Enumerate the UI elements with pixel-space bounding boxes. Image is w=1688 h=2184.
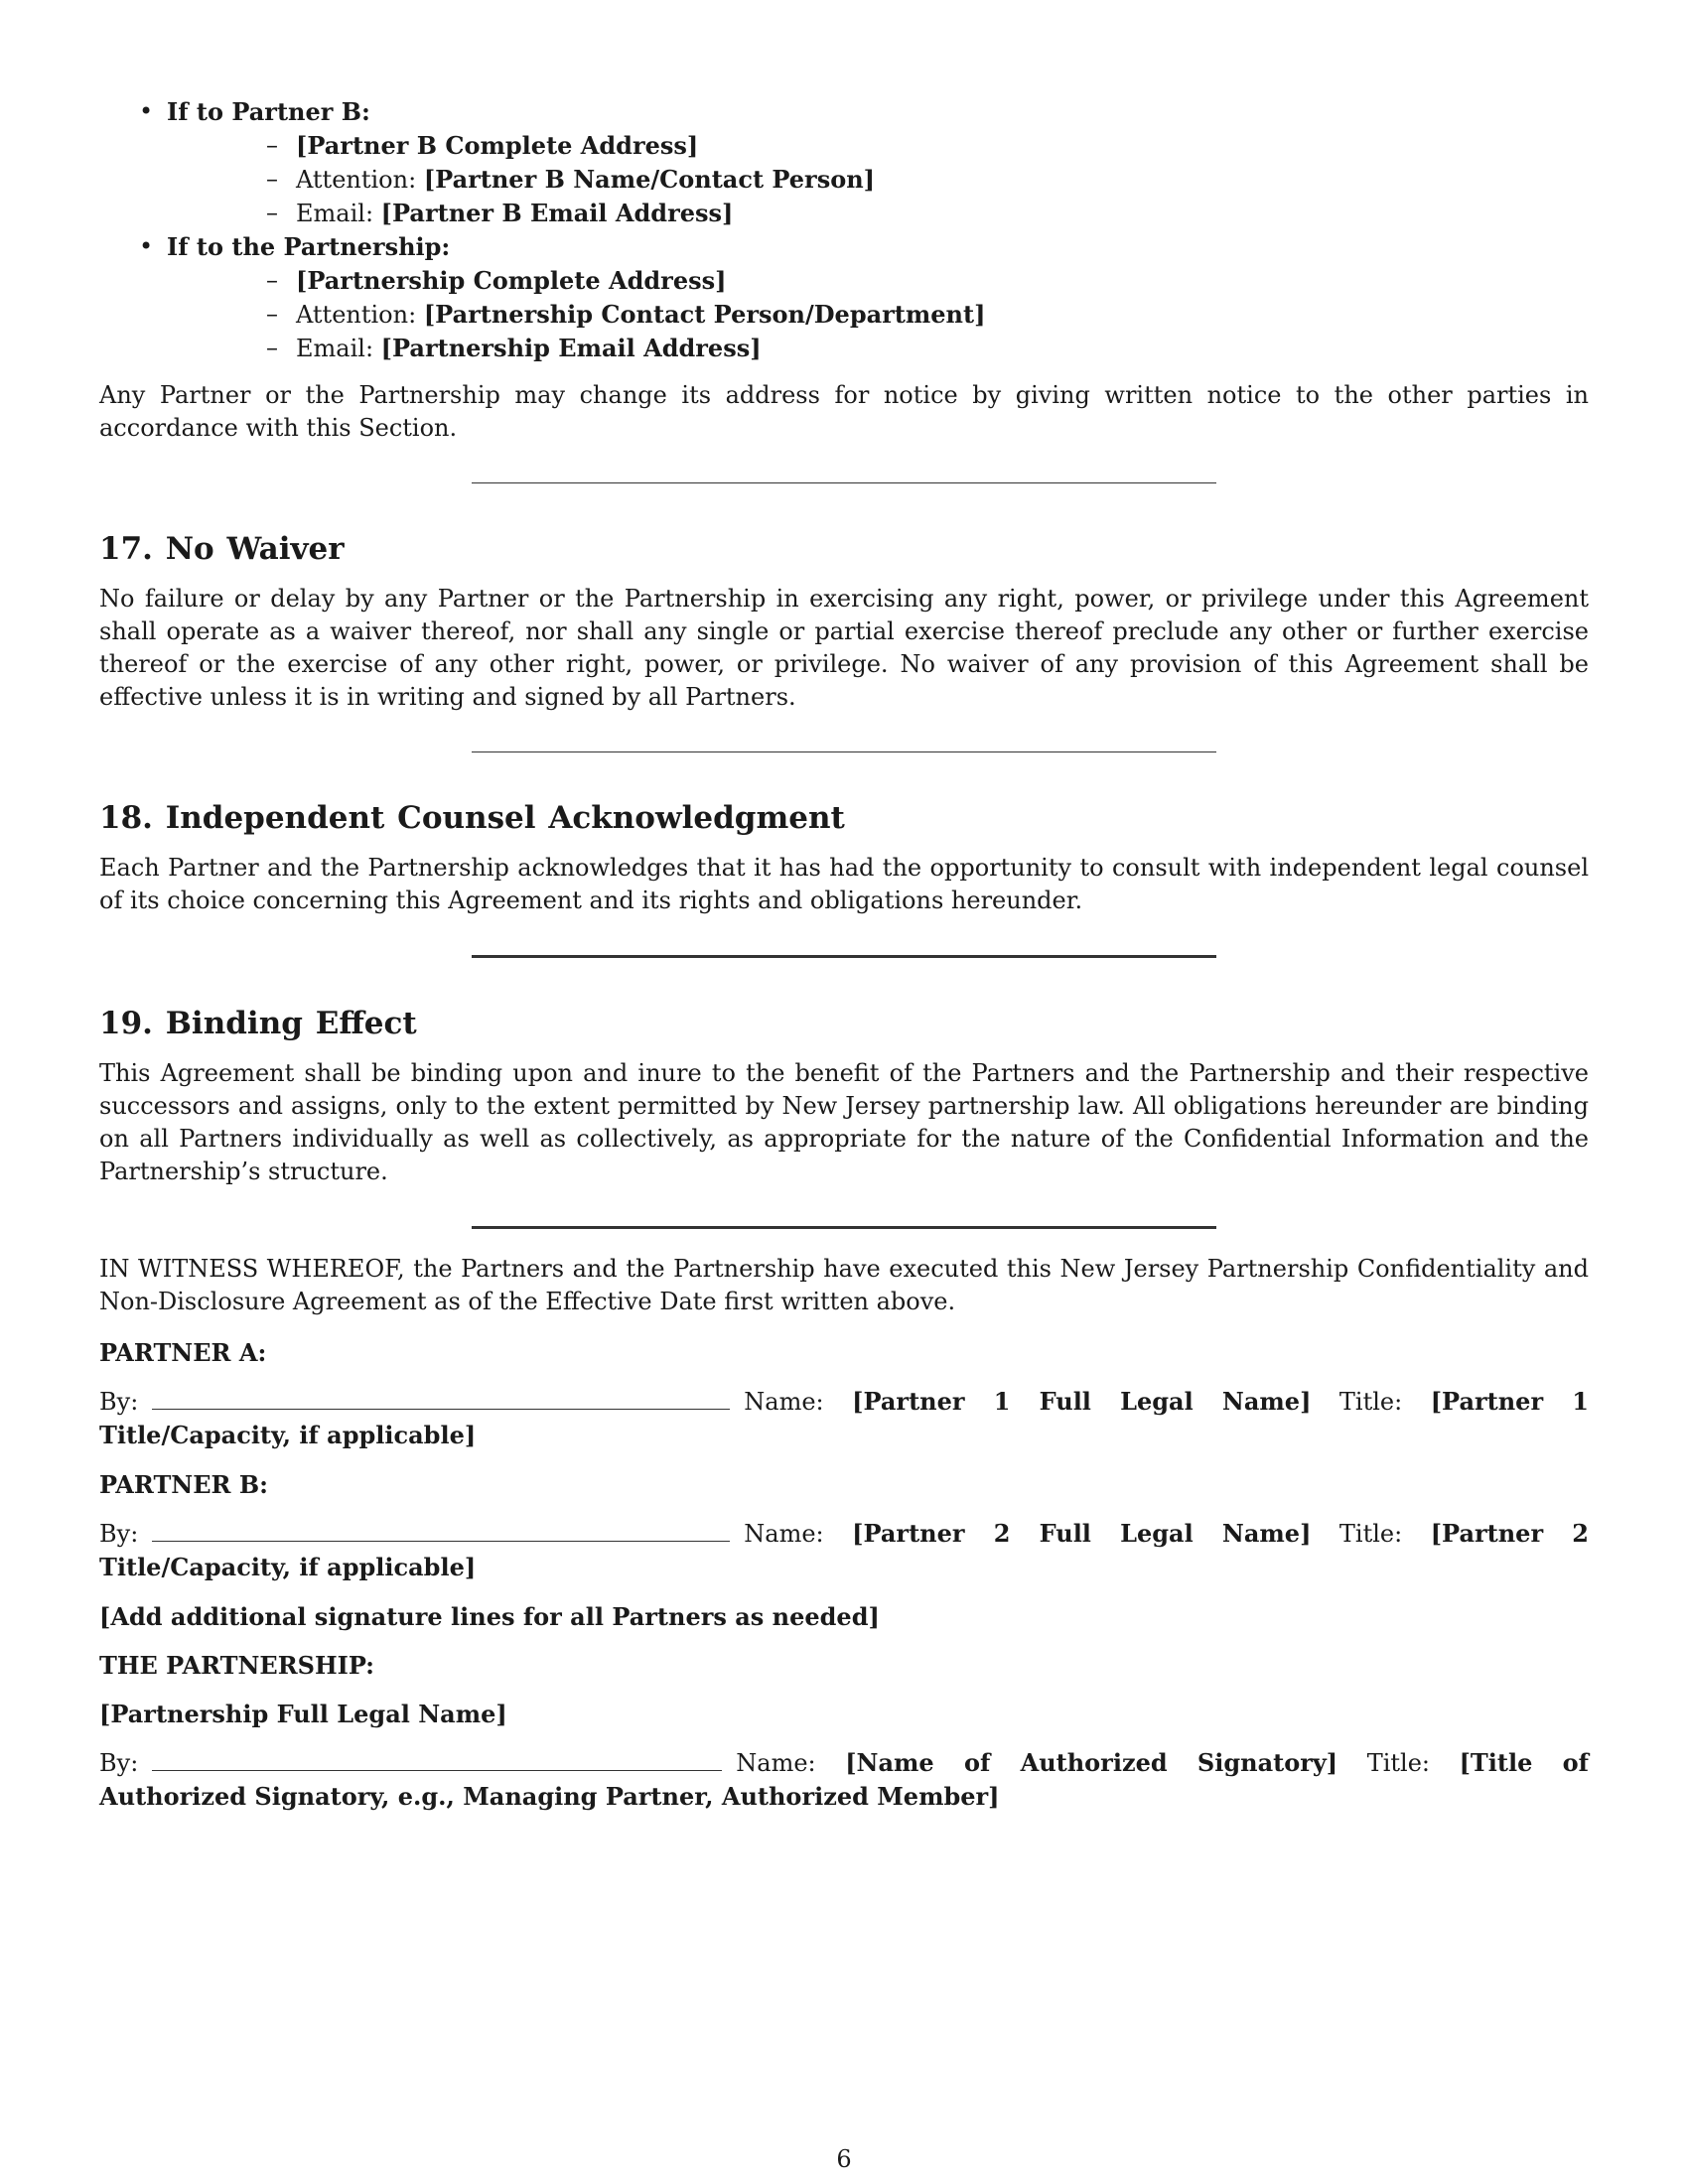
partner-b-address-placeholder: [Partner B Complete Address]	[296, 131, 699, 160]
partner-b-contact-placeholder: [Partner B Name/Contact Person]	[423, 165, 876, 194]
section-divider	[472, 482, 1216, 483]
notice-partnership-email	[167, 332, 1589, 365]
section-19-body: This Agreement shall be binding upon and inure to the benefit of the Partners and the Partnership and their respective successors and assigns, only to the extent permitted by New Jersey partnership law. All obligations hereunder are binding on all Partners individually as well as collectively, as appropriate for the nature of the Confidential Information and the Partnership’s structure.	[99, 1059, 1589, 1185]
additional-signatures-note: [Add additional signature lines for all Partners as needed]	[99, 1602, 880, 1631]
partnership-entity-name: [Partnership Full Legal Name]	[99, 1700, 507, 1728]
partner-b-label: PARTNER B:	[99, 1470, 268, 1499]
notice-partnership	[99, 230, 1589, 365]
notice-partner-b-address	[167, 129, 1589, 163]
partner-b-email-placeholder: [Partner B Email Address]	[380, 199, 734, 227]
partnership-address-placeholder: [Partnership Complete Address]	[296, 266, 727, 295]
notice-partner-b-heading: If to Partner B:	[167, 97, 370, 126]
document-page	[99, 95, 1589, 1814]
partnership-signature-line[interactable]	[152, 1748, 722, 1771]
notice-partnership-heading: If to the Partnership:	[167, 232, 451, 261]
partner-a-name-placeholder: [Partner 1 Full Legal Name]	[852, 1387, 1312, 1416]
notice-partner-b-attention	[167, 163, 1589, 197]
section-17-body: No failure or delay by any Partner or the Partnership in exercising any right, power, or privilege under this Agreement shall operate as a waiver thereof, nor shall any single or partial exercise thereof preclude any other or further exercise thereof or the exercise of any other right, power, or privilege. No waiver of any provision of this Agreement shall be effective unless it is in writing and signed by all Partners.	[99, 585, 1589, 711]
partnership-signature-block	[99, 1746, 1589, 1814]
name-label: Name:	[736, 1749, 816, 1777]
partner-a-label: PARTNER A:	[99, 1338, 267, 1367]
notice-partnership-attention	[167, 298, 1589, 332]
name-label: Name:	[744, 1520, 824, 1548]
notice-change-paragraph: Any Partner or the Partnership may change its address for notice by giving written notice to the other parties in accordance with this Section.	[99, 381, 1589, 442]
signatory-name-placeholder: [Name of Authorized Signatory]	[845, 1748, 1338, 1777]
section-18-body: Each Partner and the Partnership acknowledges that it has had the opportunity to consult with independent legal counsel of its choice concerning this Agreement and its rights and obligations hereunder.	[99, 854, 1589, 914]
section-divider	[472, 1226, 1216, 1229]
partner-a-signature-line[interactable]	[152, 1387, 730, 1410]
attention-label: Attention:	[296, 301, 424, 329]
name-label: Name:	[744, 1388, 824, 1416]
by-label: By:	[99, 1388, 139, 1416]
section-divider	[472, 751, 1216, 752]
partnership-contact-placeholder: [Partnership Contact Person/Department]	[423, 300, 986, 329]
attention-label: Attention:	[296, 166, 424, 194]
section-19-heading: 19. Binding Effect	[99, 1006, 417, 1041]
partner-a-signature-block	[99, 1385, 1589, 1452]
notice-partner-b	[99, 95, 1589, 230]
notice-partner-b-email	[167, 197, 1589, 230]
partner-b-title-placeholder: [Partner 2 Title/Capacity, if applicable]	[99, 1519, 1589, 1581]
partner-b-name-placeholder: [Partner 2 Full Legal Name]	[852, 1519, 1312, 1548]
partner-b-signature-block	[99, 1517, 1589, 1584]
title-label: Title:	[1338, 1520, 1403, 1548]
notice-partnership-details	[167, 264, 1589, 365]
section-divider	[472, 955, 1216, 958]
witness-paragraph: IN WITNESS WHEREOF, the Partners and the Partnership have executed this New Jersey Partnership Confidentiality and Non-Disclosure Agreement as of the Effective Date first written above.	[99, 1255, 1589, 1315]
partnership-label: THE PARTNERSHIP:	[99, 1651, 374, 1680]
notice-partnership-address	[167, 264, 1589, 298]
email-label: Email:	[296, 335, 381, 362]
page-number: 6	[836, 2145, 852, 2173]
partner-a-title-placeholder: [Partner 1 Title/Capacity, if applicable]	[99, 1387, 1589, 1449]
section-18-heading: 18. Independent Counsel Acknowledgment	[99, 800, 845, 836]
title-label: Title:	[1338, 1388, 1403, 1416]
section-17-heading: 17. No Waiver	[99, 531, 345, 567]
partnership-email-placeholder: [Partnership Email Address]	[380, 334, 762, 362]
by-label: By:	[99, 1749, 139, 1777]
by-label: By:	[99, 1520, 139, 1548]
email-label: Email:	[296, 200, 381, 227]
notice-address-list	[99, 95, 1589, 365]
signatory-title-placeholder: [Title of Authorized Signatory, e.g., Managing Partner, Authorized Member]	[99, 1748, 1589, 1811]
notice-partner-b-details	[167, 129, 1589, 230]
partner-b-signature-line[interactable]	[152, 1519, 730, 1542]
title-label: Title:	[1366, 1749, 1431, 1777]
